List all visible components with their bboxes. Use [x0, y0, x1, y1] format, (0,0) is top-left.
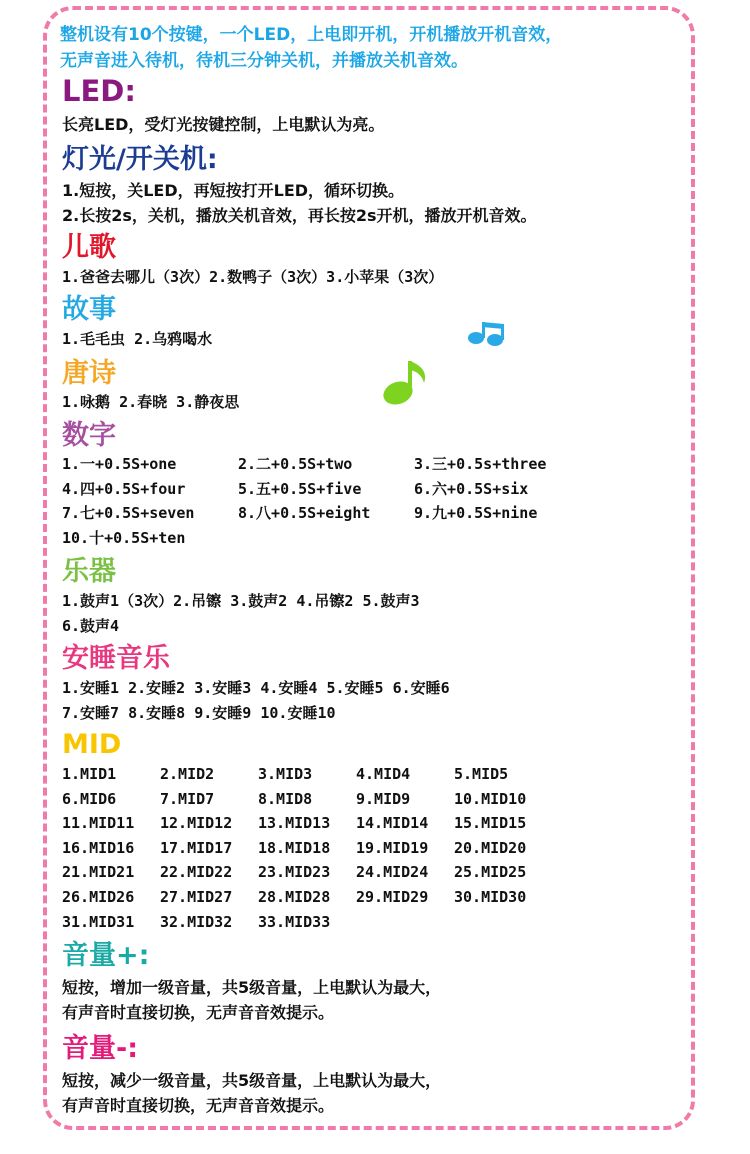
power-body — [62, 178, 702, 228]
numbers-cell: 7.七+0.5S+seven — [62, 504, 195, 523]
volume-down-body — [62, 1068, 702, 1118]
numbers-cell: 9.九+0.5S+nine — [414, 504, 538, 523]
mid-cell: 16.MID16 — [62, 838, 135, 857]
numbers-row — [62, 477, 546, 502]
mid-row — [62, 787, 526, 812]
intro-line: 无声音进入待机，待机三分钟关机，并播放关机音效。 — [60, 51, 468, 71]
volume-up-body — [62, 975, 702, 1025]
stories-body — [62, 327, 702, 352]
stories-line: 1.毛毛虫 2.乌鸦喝水 — [62, 330, 213, 348]
mid-cell: 6.MID6 — [62, 789, 117, 808]
mid-row — [62, 836, 526, 861]
songs-line: 1.爸爸去哪儿（3次）2.数鸭子（3次）3.小苹果（3次） — [62, 268, 444, 286]
instruments-title: 乐器 — [62, 556, 116, 587]
volume-up-line: 短按，增加一级音量，共5级音量，上电默认为最大， — [62, 978, 442, 997]
power-line: 2.长按2s，关机，播放关机音效，再长按2s开机，播放开机音效。 — [62, 206, 537, 225]
mid-cell: 13.MID13 — [258, 814, 331, 833]
mid-row — [62, 885, 526, 910]
power-line: 1.短按，关LED，再短按打开LED，循环切换。 — [62, 181, 405, 200]
mid-cell: 19.MID19 — [356, 838, 429, 857]
volume-down-title: 音量-: — [62, 1033, 139, 1064]
mid-cell: 15.MID15 — [454, 814, 527, 833]
mid-cell: 17.MID17 — [160, 838, 233, 857]
mid-cell: 25.MID25 — [454, 863, 527, 882]
led-line: 长亮LED，受灯光按键控制，上电默认为亮。 — [62, 115, 385, 134]
mid-cell: 30.MID30 — [454, 887, 527, 906]
led-body — [62, 112, 702, 137]
numbers-grid — [62, 452, 546, 550]
songs-body — [62, 265, 702, 290]
numbers-title: 数字 — [62, 420, 116, 451]
poems-title: 唐诗 — [62, 358, 116, 389]
numbers-row — [62, 452, 546, 477]
numbers-row — [62, 501, 546, 526]
mid-cell: 10.MID10 — [454, 789, 527, 808]
led-title: LED: — [62, 74, 136, 108]
mid-cell: 33.MID33 — [258, 912, 331, 931]
mid-cell: 14.MID14 — [356, 814, 429, 833]
intro-line: 整机设有10个按键，一个LED，上电即开机，开机播放开机音效， — [60, 25, 563, 45]
power-title: 灯光/开关机: — [62, 144, 218, 175]
mid-cell: 5.MID5 — [454, 765, 509, 783]
mid-cell: 20.MID20 — [454, 838, 527, 857]
numbers-cell: 2.二+0.5S+two — [238, 455, 353, 473]
numbers-cell: 1.一+0.5S+one — [62, 455, 177, 473]
mid-cell: 11.MID11 — [62, 814, 135, 833]
mid-cell: 24.MID24 — [356, 863, 429, 882]
volume-up-line: 有声音时直接切换，无声音音效提示。 — [62, 1003, 335, 1022]
mid-row — [62, 762, 526, 787]
mid-cell: 27.MID27 — [160, 887, 233, 906]
stories-title: 故事 — [62, 294, 116, 325]
sleep-title: 安睡音乐 — [62, 643, 170, 674]
mid-cell: 18.MID18 — [258, 838, 331, 857]
mid-cell: 7.MID7 — [160, 789, 215, 808]
mid-cell: 31.MID31 — [62, 912, 135, 931]
songs-title: 儿歌 — [62, 232, 116, 263]
mid-cell: 3.MID3 — [258, 765, 313, 783]
volume-down-line: 有声音时直接切换，无声音音效提示。 — [62, 1096, 335, 1115]
instruments-body — [62, 589, 702, 639]
mid-row — [62, 860, 526, 885]
mid-cell: 26.MID26 — [62, 887, 135, 906]
mid-cell: 12.MID12 — [160, 814, 233, 833]
numbers-cell: 3.三+0.5s+three — [414, 455, 547, 473]
mid-grid — [62, 762, 526, 934]
mid-cell: 23.MID23 — [258, 863, 331, 882]
poems-line: 1.咏鹅 2.春晓 3.静夜思 — [62, 393, 240, 411]
numbers-cell: 10.十+0.5S+ten — [62, 528, 186, 547]
mid-cell: 9.MID9 — [356, 789, 411, 808]
instruments-line: 6.鼓声4 — [62, 617, 120, 635]
mid-cell: 29.MID29 — [356, 887, 429, 906]
blue-music-note-icon — [467, 318, 511, 348]
mid-row — [62, 910, 526, 935]
mid-cell: 8.MID8 — [258, 789, 313, 808]
mid-cell: 2.MID2 — [160, 765, 215, 783]
mid-title: MID — [62, 729, 122, 760]
sleep-line: 1.安睡1 2.安睡2 3.安睡3 4.安睡4 5.安睡5 6.安睡6 — [62, 679, 450, 697]
mid-cell: 21.MID21 — [62, 863, 135, 882]
numbers-cell: 4.四+0.5S+four — [62, 479, 186, 498]
sleep-line: 7.安睡7 8.安睡8 9.安睡9 10.安睡10 — [62, 704, 336, 722]
mid-row — [62, 811, 526, 836]
volume-down-line: 短按，减少一级音量，共5级音量，上电默认为最大， — [62, 1071, 442, 1090]
numbers-row — [62, 526, 546, 551]
mid-cell: 32.MID32 — [160, 912, 233, 931]
sleep-body — [62, 676, 702, 726]
numbers-cell: 5.五+0.5S+five — [238, 479, 362, 498]
poems-body — [62, 390, 702, 415]
mid-cell: 28.MID28 — [258, 887, 331, 906]
mid-cell: 4.MID4 — [356, 765, 411, 783]
numbers-cell: 6.六+0.5S+six — [414, 479, 529, 498]
mid-cell: 1.MID1 — [62, 765, 117, 783]
instruments-line: 1.鼓声1（3次）2.吊镲 3.鼓声2 4.吊镲2 5.鼓声3 — [62, 592, 420, 610]
intro-text — [60, 22, 700, 74]
volume-up-title: 音量+: — [62, 940, 150, 971]
mid-cell: 22.MID22 — [160, 863, 233, 882]
numbers-cell: 8.八+0.5S+eight — [238, 504, 371, 523]
